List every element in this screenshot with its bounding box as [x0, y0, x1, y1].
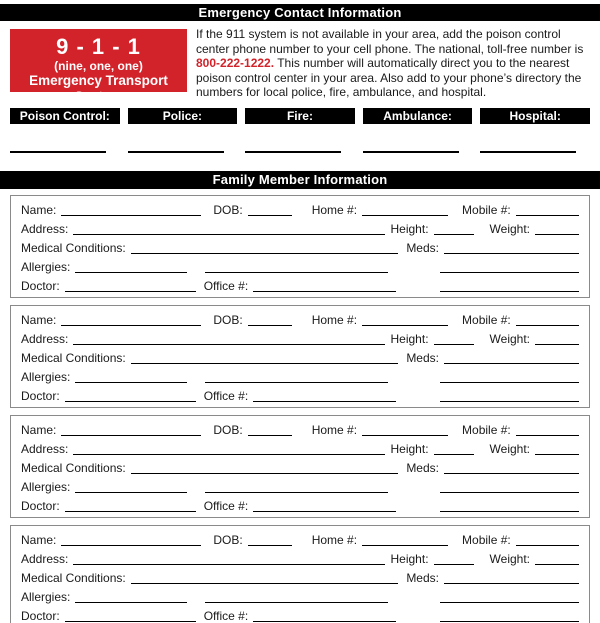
poison-control-instructions	[196, 27, 586, 100]
field-label-name: Name:	[21, 422, 57, 437]
badge-911-number: 9 - 1 - 1	[56, 34, 141, 59]
contact-blank-col	[10, 148, 120, 155]
blank-line-medical-conditions	[131, 470, 399, 474]
member-row-name	[21, 529, 579, 548]
field-label-mobile-phone: Mobile #:	[462, 532, 511, 547]
member-row-name	[21, 309, 579, 328]
field-label-medical-conditions: Medical Conditions:	[21, 570, 126, 585]
field-label-weight: Weight:	[489, 551, 530, 566]
blank-line-meds	[444, 250, 579, 254]
blank-line-medical-conditions	[131, 580, 399, 584]
field-label-allergies: Allergies:	[21, 589, 71, 604]
blank-line-medical-conditions	[131, 250, 399, 254]
blank-line-doctor	[65, 618, 196, 622]
blank-line-address	[73, 341, 384, 345]
blank-line-home-phone	[362, 212, 448, 216]
member-row-medical	[21, 347, 579, 366]
field-label-meds: Meds:	[406, 460, 439, 475]
field-label-doctor: Doctor:	[21, 388, 60, 403]
field-label-weight: Weight:	[489, 221, 530, 236]
field-label-home-phone: Home #:	[311, 312, 358, 327]
blank-line-address	[73, 231, 384, 235]
blank-line-dob	[248, 322, 292, 326]
blank-line-dob	[248, 432, 292, 436]
field-label-name: Name:	[21, 532, 57, 547]
blank-line-mobile-phone	[516, 212, 579, 216]
contact-label: Police:	[128, 108, 238, 124]
field-label-home-phone: Home #:	[311, 422, 358, 437]
blank-line-meds-extra-1	[440, 489, 579, 493]
contact-blank-col	[245, 148, 355, 155]
member-row-name	[21, 419, 579, 438]
blank-line-meds-extra-1	[440, 599, 579, 603]
family-member-card	[10, 305, 590, 408]
blank-line-home-phone	[362, 432, 448, 436]
member-row-medical	[21, 457, 579, 476]
field-label-address: Address:	[21, 221, 69, 236]
blank-line-allergies	[75, 599, 187, 603]
member-row-address	[21, 218, 579, 237]
blank-line-weight	[535, 341, 579, 345]
field-label-height: Height:	[390, 441, 429, 456]
member-row-address	[21, 548, 579, 567]
field-label-doctor: Doctor:	[21, 608, 60, 623]
field-label-medical-conditions: Medical Conditions:	[21, 350, 126, 365]
field-label-height: Height:	[390, 551, 429, 566]
blank-line-allergies-extra	[205, 379, 388, 383]
page-header-bar	[0, 4, 600, 21]
blank-line-allergies	[75, 379, 187, 383]
field-label-dob: DOB:	[213, 532, 243, 547]
contact-blank-col	[363, 148, 473, 155]
blank-line-dob	[248, 542, 292, 546]
field-label-mobile-phone: Mobile #:	[462, 202, 511, 217]
emergency-911-badge	[10, 29, 187, 104]
blank-line-meds-extra-1	[440, 379, 579, 383]
blank-line-allergies	[75, 489, 187, 493]
member-row-address	[21, 328, 579, 347]
blank-line-allergies-extra	[205, 489, 388, 493]
family-member-card	[10, 195, 590, 298]
emergency-info-section	[10, 27, 586, 104]
blank-line-medical-conditions	[131, 360, 399, 364]
member-row-allergies	[21, 256, 579, 275]
member-row-address	[21, 438, 579, 457]
blank-line-address	[73, 451, 384, 455]
field-label-meds: Meds:	[406, 570, 439, 585]
member-row-allergies	[21, 476, 579, 495]
field-label-address: Address:	[21, 441, 69, 456]
family-member-card	[10, 415, 590, 518]
blank-line-doctor	[65, 398, 196, 402]
blank-line-mobile-phone	[516, 432, 579, 436]
blank-line-address	[73, 561, 384, 565]
blank-line-name	[61, 542, 201, 546]
family-section-header-bar	[0, 171, 600, 189]
blank-line-office-phone	[253, 508, 396, 512]
contact-label: Hospital:	[480, 108, 590, 124]
blank-line-meds-extra-2	[440, 398, 579, 402]
blank-line-allergies-extra	[205, 599, 388, 603]
contact-blank-line	[480, 148, 576, 153]
member-row-medical	[21, 237, 579, 256]
field-label-meds: Meds:	[406, 240, 439, 255]
blank-line-meds-extra-1	[440, 269, 579, 273]
contact-label: Fire:	[245, 108, 355, 124]
emergency-contacts-label-row	[10, 108, 590, 124]
blank-line-home-phone	[362, 322, 448, 326]
contact-blank-line	[363, 148, 459, 153]
blank-line-doctor	[65, 508, 196, 512]
blank-line-office-phone	[253, 288, 396, 292]
field-label-address: Address:	[21, 551, 69, 566]
instructions-text-after: This number will automatically direct you to the nearest poison control center in your area. Also add to your phone’s directory the numbers for local police, fire, ambulance, and hospital.	[196, 56, 582, 100]
field-label-name: Name:	[21, 312, 57, 327]
field-label-doctor: Doctor:	[21, 498, 60, 513]
blank-line-allergies-extra	[205, 269, 388, 273]
field-label-medical-conditions: Medical Conditions:	[21, 240, 126, 255]
field-label-doctor: Doctor:	[21, 278, 60, 293]
member-row-doctor	[21, 495, 579, 514]
field-label-home-phone: Home #:	[311, 202, 358, 217]
field-label-height: Height:	[390, 331, 429, 346]
poison-control-phone-number: 800-222-1222.	[196, 56, 275, 71]
contact-blank-line	[10, 148, 106, 153]
member-row-allergies	[21, 586, 579, 605]
blank-line-meds	[444, 580, 579, 584]
blank-line-name	[61, 322, 201, 326]
blank-line-height	[434, 451, 474, 455]
blank-line-doctor	[65, 288, 196, 292]
page-title: Emergency Contact Information	[198, 5, 402, 20]
field-label-name: Name:	[21, 202, 57, 217]
blank-line-office-phone	[253, 398, 396, 402]
contact-blank-line	[245, 148, 341, 153]
field-label-office-phone: Office #:	[203, 388, 249, 403]
contact-label: Poison Control:	[10, 108, 120, 124]
blank-line-mobile-phone	[516, 322, 579, 326]
blank-line-weight	[535, 561, 579, 565]
blank-line-name	[61, 432, 201, 436]
blank-line-height	[434, 561, 474, 565]
member-row-medical	[21, 567, 579, 586]
blank-line-weight	[535, 451, 579, 455]
blank-line-allergies	[75, 269, 187, 273]
blank-line-meds-extra-2	[440, 288, 579, 292]
field-label-medical-conditions: Medical Conditions:	[21, 460, 126, 475]
instructions-text-before: If the 911 system is not available in your area, add the poison control center phone number to your cell phone. The national, toll-free number is	[196, 27, 584, 56]
field-label-weight: Weight:	[489, 331, 530, 346]
family-member-list	[10, 195, 590, 623]
field-label-dob: DOB:	[213, 312, 243, 327]
blank-line-height	[434, 341, 474, 345]
field-label-office-phone: Office #:	[203, 498, 249, 513]
blank-line-weight	[535, 231, 579, 235]
blank-line-meds-extra-2	[440, 618, 579, 622]
blank-line-dob	[248, 212, 292, 216]
blank-line-meds-extra-2	[440, 508, 579, 512]
member-row-name	[21, 199, 579, 218]
member-row-allergies	[21, 366, 579, 385]
contact-label: Ambulance:	[363, 108, 473, 124]
field-label-weight: Weight:	[489, 441, 530, 456]
field-label-dob: DOB:	[213, 202, 243, 217]
field-label-home-phone: Home #:	[311, 532, 358, 547]
contact-blank-col	[480, 148, 590, 155]
field-label-mobile-phone: Mobile #:	[462, 312, 511, 327]
blank-line-name	[61, 212, 201, 216]
field-label-office-phone: Office #:	[203, 608, 249, 623]
blank-line-meds	[444, 470, 579, 474]
field-label-address: Address:	[21, 331, 69, 346]
field-label-mobile-phone: Mobile #:	[462, 422, 511, 437]
member-row-doctor	[21, 275, 579, 294]
blank-line-home-phone	[362, 542, 448, 546]
member-row-doctor	[21, 605, 579, 623]
blank-line-meds	[444, 360, 579, 364]
field-label-office-phone: Office #:	[203, 278, 249, 293]
contact-blank-col	[128, 148, 238, 155]
field-label-allergies: Allergies:	[21, 479, 71, 494]
field-label-dob: DOB:	[213, 422, 243, 437]
field-label-height: Height:	[390, 221, 429, 236]
badge-911-words: (nine, one, one)	[54, 59, 143, 73]
badge-911-caption: Emergency Transport System	[29, 73, 168, 104]
family-member-card	[10, 525, 590, 623]
member-row-doctor	[21, 385, 579, 404]
emergency-contacts-blank-row	[10, 148, 590, 155]
blank-line-height	[434, 231, 474, 235]
contact-blank-line	[128, 148, 224, 153]
field-label-allergies: Allergies:	[21, 369, 71, 384]
field-label-allergies: Allergies:	[21, 259, 71, 274]
family-section-title: Family Member Information	[212, 171, 388, 187]
field-label-meds: Meds:	[406, 350, 439, 365]
blank-line-office-phone	[253, 618, 396, 622]
blank-line-mobile-phone	[516, 542, 579, 546]
